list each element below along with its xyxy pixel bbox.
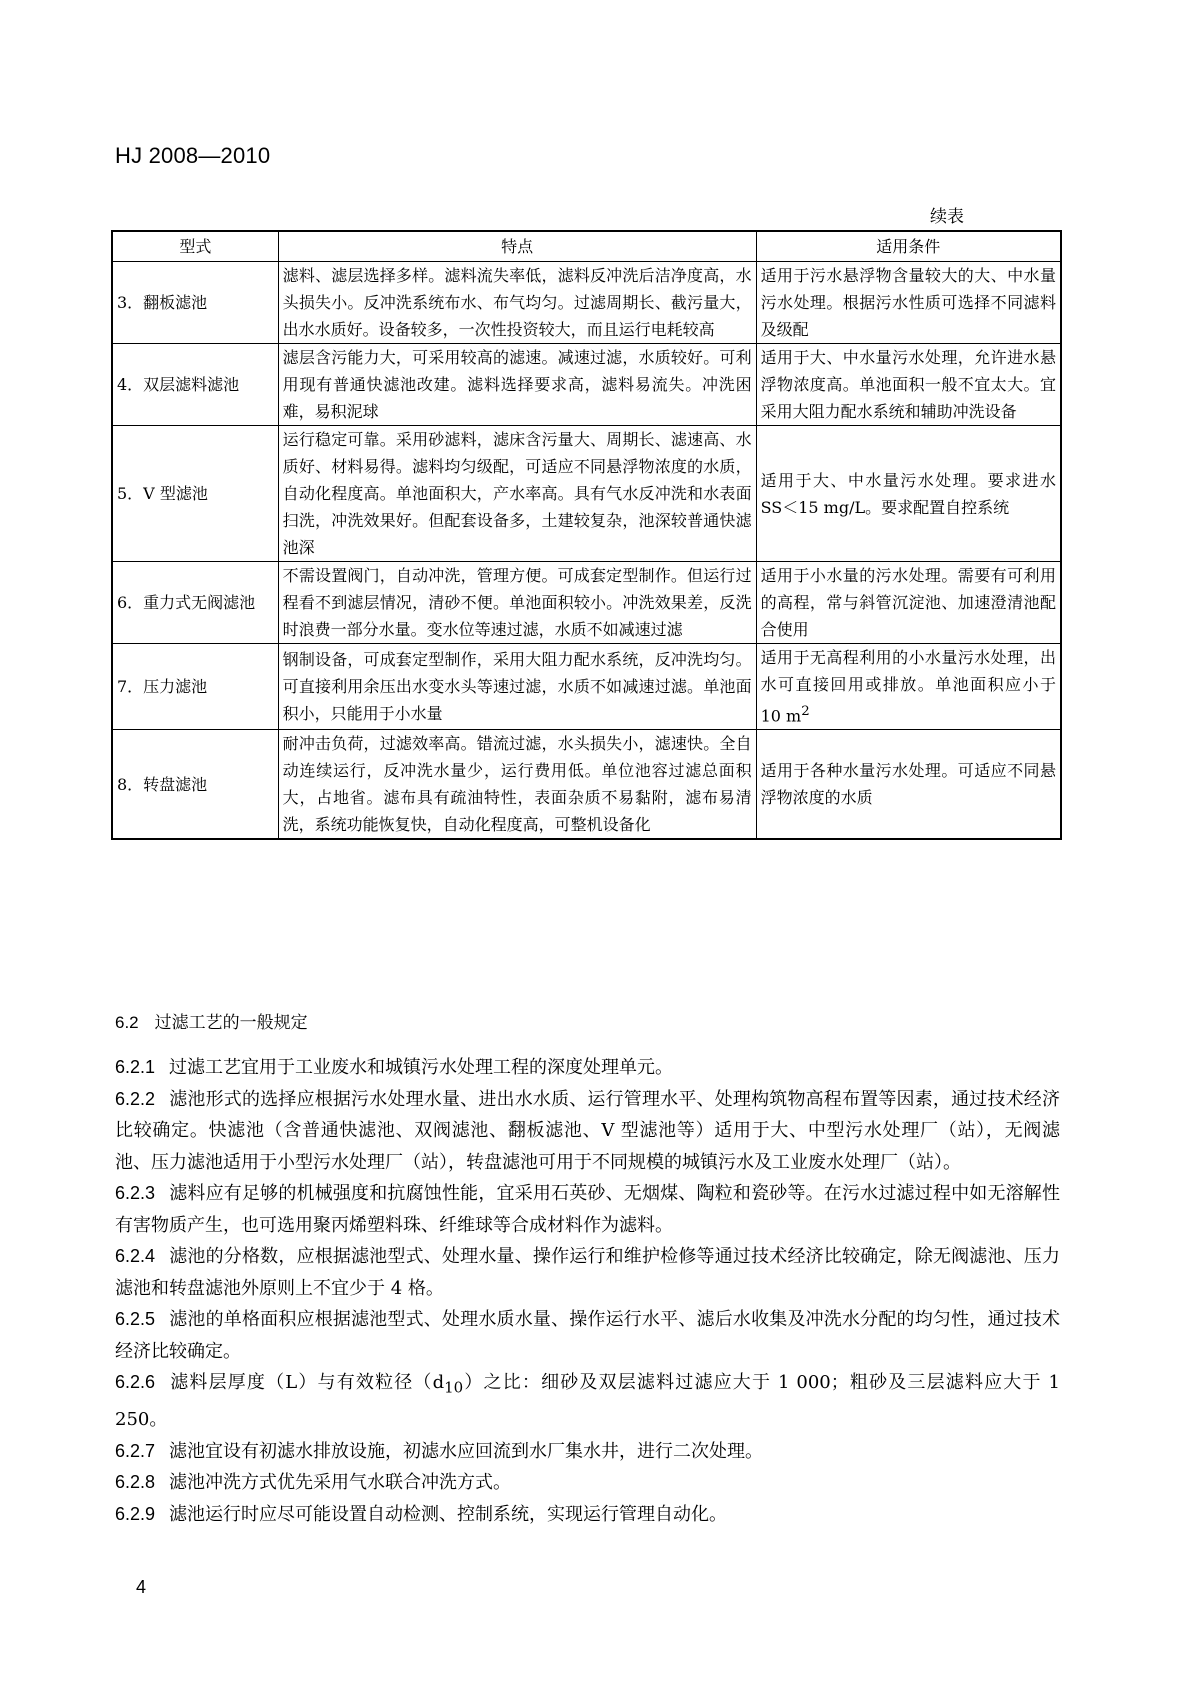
table-header-row	[112, 231, 1061, 262]
cell-type: 5．V 型滤池	[112, 426, 278, 562]
table-row	[112, 344, 1061, 426]
cell-conditions	[756, 644, 1061, 730]
clause	[115, 1178, 1060, 1241]
clause-number: 6.2.8	[115, 1472, 156, 1493]
clause-number: 6.2.4	[115, 1246, 156, 1266]
cell-features: 滤料、滤层选择多样。滤料流失率低，滤料反冲洗后洁净度高，水头损失小。反冲洗系统布水、布气均匀。过滤周期长、截污量大，出水水质好。设备较多，一次性投资较大，而且运行电耗较高	[278, 262, 756, 344]
table-row	[112, 562, 1061, 644]
subscript: 10	[444, 1378, 464, 1397]
cell-type: 3．翻板滤池	[112, 262, 278, 344]
clause-text: 滤池运行时应尽可能设置自动检测、控制系统，实现运行管理自动化。	[169, 1503, 728, 1525]
cell-conditions: 适用于大、中水量污水处理。要求进水 SS＜15 mg/L。要求配置自控系统	[756, 426, 1061, 562]
cell-features: 滤层含污能力大，可采用较高的滤速。减速过滤，水质较好。可利用现有普通快滤池改建。滤料选择要求高，滤料易流失。冲洗困难，易积泥球	[278, 344, 756, 426]
clause	[115, 1084, 1060, 1179]
cell-conditions: 适用于大、中水量污水处理，允许进水悬浮物浓度高。单池面积一般不宜太大。宜采用大阻力配水系统和辅助冲洗设备	[756, 344, 1061, 426]
clause-number: 6.2.3	[115, 1183, 156, 1203]
cell-type: 7．压力滤池	[112, 644, 278, 730]
cell-conditions: 适用于污水悬浮物含量较大的大、中水量污水处理。根据污水性质可选择不同滤料及级配	[756, 262, 1061, 344]
cell-type: 4．双层滤料滤池	[112, 344, 278, 426]
clause-text: 滤料层厚度（L）与有效粒径（d	[169, 1372, 445, 1393]
table-continued-label: 续表	[930, 207, 964, 227]
conditions-text: 适用于无高程利用的小水量污水处理，出水可直接回用或排放。单池面积应小于 10 m	[760, 648, 1056, 726]
section-title: 过滤工艺的一般规定	[154, 1013, 308, 1032]
clause-text: 滤池形式的选择应根据污水处理水量、进出水水质、运行管理水平、处理构筑物高程布置等因素，通过技术经济比较确定。快滤池（含普通快滤池、双阀滤池、翻板滤池、V 型滤池等）适用于大、中型污水处理厂（站），无阀滤池、压力滤池适用于小型污水处理厂（站），转盘滤池可用于不同规模的城镇污水及工业废水处理厂（站）。	[115, 1088, 1060, 1173]
cell-type: 8．转盘滤池	[112, 730, 278, 840]
section-number: 6.2	[115, 1013, 139, 1032]
clause	[115, 1304, 1060, 1367]
clause	[115, 1367, 1060, 1436]
cell-conditions: 适用于小水量的污水处理。需要有可利用的高程，常与斜管沉淀池、加速澄清池配合使用	[756, 562, 1061, 644]
clause-number: 6.2.9	[115, 1503, 156, 1524]
cell-features: 运行稳定可靠。采用砂滤料，滤床含污量大、周期长、滤速高、水质好、材料易得。滤料均匀级配，可适应不同悬浮物浓度的水质，自动化程度高。单池面积大，产水率高。具有气水反冲洗和水表面扫洗，冲洗效果好。但配套设备多，土建较复杂，池深较普通快滤池深	[278, 426, 756, 562]
clause	[115, 1499, 1060, 1531]
clause	[115, 1241, 1060, 1304]
superscript-unit: 2	[801, 704, 810, 719]
section-heading	[115, 1008, 308, 1033]
clause-text: 滤池宜设有初滤水排放设施，初滤水应回流到水厂集水井，进行二次处理。	[169, 1440, 764, 1462]
clause-number: 6.2.5	[115, 1309, 156, 1329]
column-header-type: 型式	[112, 231, 278, 262]
document-code: HJ 2008—2010	[115, 143, 271, 168]
clause-text: 滤池的分格数，应根据滤池型式、处理水量、操作运行和维护检修等通过技术经济比较确定，除无阀滤池、压力滤池和转盘滤池外原则上不宜少于 4 格。	[115, 1246, 1060, 1299]
clause-text: 过滤工艺宜用于工业废水和城镇污水处理工程的深度处理单元。	[169, 1057, 674, 1078]
table-row	[112, 644, 1061, 730]
table-row	[112, 426, 1061, 562]
clause	[115, 1052, 1060, 1084]
clause-number: 6.2.7	[115, 1440, 156, 1461]
cell-features: 不需设置阀门，自动冲洗，管理方便。可成套定型制作。但运行过程看不到滤层情况，清砂不便。单池面积较小。冲洗效果差，反洗时浪费一部分水量。变水位等速过滤，水质不如减速过滤	[278, 562, 756, 644]
page-number: 4	[136, 1577, 147, 1597]
clause-list	[115, 1052, 1060, 1530]
cell-type: 6．重力式无阀滤池	[112, 562, 278, 644]
clause-text-continued: ）之比：细砂及双层滤料过滤应大于 1 000；粗砂及三层滤料应大于 1 250。	[115, 1372, 1060, 1431]
clause-number: 6.2.2	[115, 1088, 156, 1109]
column-header-conditions: 适用条件	[756, 231, 1061, 262]
column-header-features: 特点	[278, 231, 756, 262]
clause-number: 6.2.6	[115, 1372, 156, 1392]
table-row	[112, 262, 1061, 344]
filter-type-table	[111, 230, 1062, 840]
table-row	[112, 730, 1061, 840]
clause-text: 滤池冲洗方式优先采用气水联合冲洗方式。	[169, 1472, 512, 1494]
cell-features: 耐冲击负荷，过滤效率高。错流过滤，水头损失小，滤速快。全自动连续运行，反冲洗水量少，运行费用低。单位池容过滤总面积大，占地省。滤布具有疏油特性，表面杂质不易黏附，滤布易清洗，系统功能恢复快，自动化程度高，可整机设备化	[278, 730, 756, 840]
clause-text: 滤池的单格面积应根据滤池型式、处理水质水量、操作运行水平、滤后水收集及冲洗水分配的均匀性，通过技术经济比较确定。	[115, 1309, 1060, 1362]
clause-number: 6.2.1	[115, 1057, 156, 1077]
cell-conditions: 适用于各种水量污水处理。可适应不同悬浮物浓度的水质	[756, 730, 1061, 840]
clause	[115, 1467, 1060, 1499]
clause	[115, 1436, 1060, 1468]
clause-text: 滤料应有足够的机械强度和抗腐蚀性能，宜采用石英砂、无烟煤、陶粒和瓷砂等。在污水过滤过程中如无溶解性有害物质产生，也可选用聚丙烯塑料珠、纤维球等合成材料作为滤料。	[115, 1183, 1060, 1236]
cell-features: 钢制设备，可成套定型制作，采用大阻力配水系统，反冲洗均匀。可直接利用余压出水变水头等速过滤，水质不如减速过滤。单池面积小，只能用于小水量	[278, 644, 756, 730]
